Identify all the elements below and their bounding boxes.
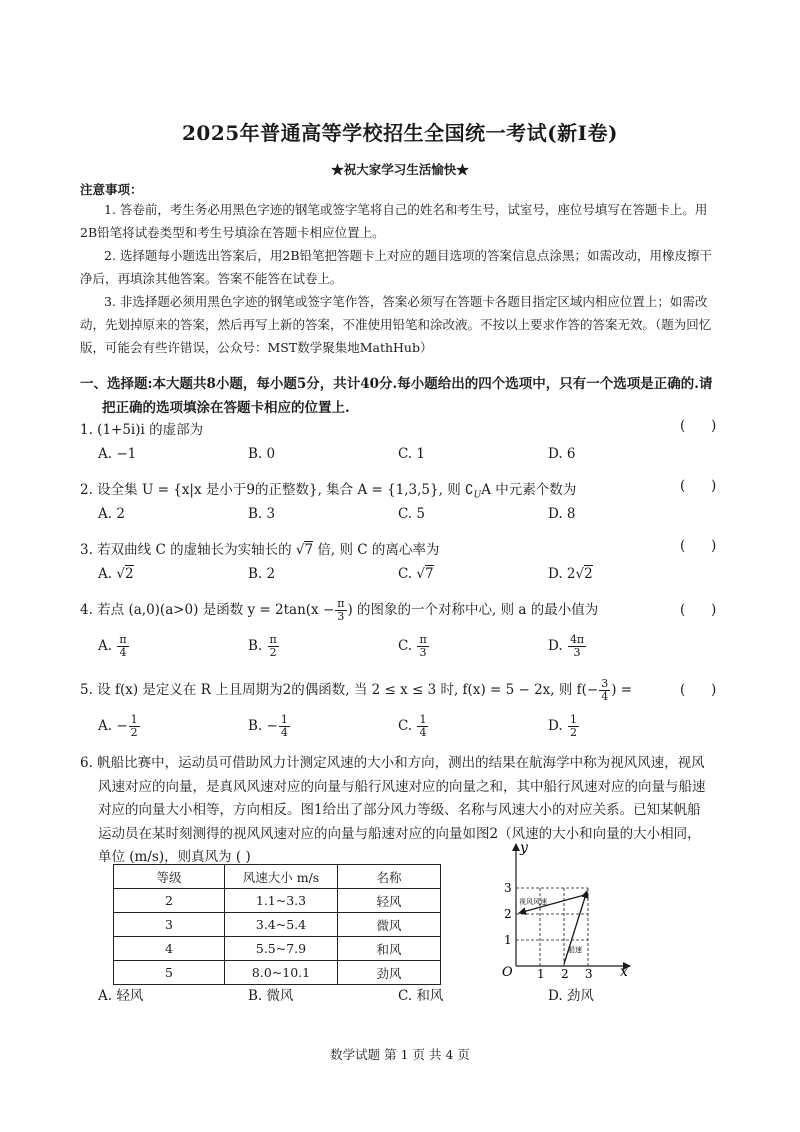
x-tick-label: 3 (585, 967, 593, 980)
question-2-stem-text: 2. 设全集 U = {x|x 是小于9的正整数}, 集合 A = {1,3,5}, 则 (80, 482, 465, 498)
question-4-stem-tail: ) 的图象的一个对称中心, 则 a 的最小值为 (347, 602, 599, 618)
fraction-numerator: π (119, 633, 127, 646)
option-fraction (417, 714, 428, 739)
question-1-option-b: B. 0 (248, 446, 276, 462)
question-4-stem-text: 4. 若点 (a,0)(a>0) 是函数 y = 2tan(x − (80, 602, 335, 618)
option-fraction (568, 714, 579, 739)
table-cell: 3.4~5.4 (225, 913, 338, 937)
question-5-option-d (548, 714, 580, 739)
question-6-option-c: C. 和风 (398, 988, 444, 1004)
fraction-denominator: 2 (269, 646, 277, 659)
complement-symbol: ∁ (465, 482, 474, 498)
notice-item-1: 1. 答卷前，考生务必用黑色字迹的钢笔或签字笔将自己的姓名和考生号，试室号，座位号填写在答题卡上。用2B铅笔将试卷类型和考生号填涂在答题卡相应位置上。 (80, 202, 708, 240)
table-cell: 5 (114, 961, 225, 985)
table-cell: 2 (114, 889, 225, 913)
question-6-line-4: 运动员在某时刻测得的视风风速对应的向量与船速对应的向量如图2（风速的大小和向量的大小相同， (98, 825, 701, 842)
fraction-denominator: 2 (130, 726, 138, 739)
notice-item-2: 2. 选择题每小题选出答案后，用2B铅笔把答题卡上对应的题目选项的答案信息点涂黑；如需改动，用橡皮擦干净后，再填涂其他答案。答案不能答在试卷上。 (80, 248, 713, 286)
option-fraction (279, 714, 290, 739)
fraction-denominator: 4 (419, 726, 427, 739)
option-prefix: B. 2 (248, 566, 276, 582)
fraction-denominator: 3 (337, 610, 345, 623)
option-prefix: A. √ (98, 566, 125, 582)
answer-bracket: ( ) (680, 538, 717, 554)
fraction-numerator: π (337, 597, 345, 610)
question-4-option-a (98, 634, 130, 659)
page-footer: 数学试题 第 1 页 共 4 页 (330, 1047, 470, 1062)
question-4-stem (80, 598, 598, 623)
table-row (114, 889, 441, 913)
option-prefix: B. (248, 638, 263, 654)
table-cell: 8.0~10.1 (225, 961, 338, 985)
fraction-numerator: 1 (130, 713, 138, 726)
question-6-line-2: 风速对应的向量，是真风风速对应的向量与船行风速对应的向量之和，其中船行风速对应的向量与船速 (98, 778, 706, 795)
x-tick-label: 1 (537, 967, 545, 980)
fraction-denominator: 3 (573, 646, 581, 659)
table-row (114, 961, 441, 985)
fraction-denominator: 4 (119, 646, 127, 659)
question-2-option-a: A. 2 (98, 506, 125, 522)
question-4-option-c (398, 634, 430, 659)
question-2-stem-tail: A 中元素个数为 (481, 482, 577, 498)
origin-label: O (502, 965, 513, 980)
question-1-option-d: D. 6 (548, 446, 576, 462)
question-3-option-d (548, 566, 593, 582)
section-heading-line1: 一、选择题:本大题共8小题，每小题5分，共计40分.每小题给出的四个选项中，只有一个选项是正确的.请 (80, 376, 713, 392)
option-radicand: 2 (124, 566, 134, 582)
x-axis-label: x (620, 964, 628, 980)
table-row (114, 913, 441, 937)
fraction-numerator: π (269, 633, 277, 646)
wind-scale-table (113, 864, 441, 985)
option-fraction (129, 714, 140, 739)
table-row (114, 937, 441, 961)
question-6-line-1: 6. 帆船比赛中，运动员可借助风力计测定风速的大小和方向，测出的结果在航海学中称为视风风速，视风 (80, 755, 705, 771)
table-header-cell: 名称 (338, 865, 441, 889)
question-1-stem: 1. (1+5i)i 的虚部为 (80, 422, 204, 438)
option-prefix: A. (98, 638, 113, 654)
question-5-stem-tail: ) = (611, 682, 633, 698)
option-prefix: D. (548, 718, 563, 734)
fraction-denominator: 4 (601, 690, 609, 703)
x-tick-label: 2 (561, 967, 569, 980)
table-cell: 劲风 (338, 961, 441, 985)
option-prefix: A. − (98, 718, 128, 734)
option-fraction (268, 634, 279, 659)
question-5-option-c (398, 714, 429, 739)
question-3-radicand: 7 (304, 542, 314, 558)
answer-bracket: ( ) (680, 418, 717, 434)
fraction-numerator: 1 (280, 713, 288, 726)
option-prefix: C. (398, 638, 413, 654)
table-cell: 微风 (338, 913, 441, 937)
question-2-stem (80, 478, 576, 501)
fraction-denominator: 2 (569, 726, 577, 739)
fraction-denominator: 4 (280, 726, 288, 739)
question-6-option-d: D. 劲风 (548, 988, 594, 1004)
option-fraction (417, 634, 428, 659)
option-prefix: D. (548, 638, 563, 654)
section-heading (80, 372, 725, 420)
answer-bracket: ( ) (680, 602, 717, 618)
option-prefix: D. 2√ (548, 566, 585, 582)
table-cell: 5.5~7.9 (225, 937, 338, 961)
exam-subtitle: ★祝大家学习生活愉快★ (331, 162, 469, 177)
complement-subscript: U (473, 490, 482, 501)
apparent-wind-label: 视风风速 (519, 898, 547, 906)
question-2-option-d: D. 8 (548, 506, 576, 522)
table-header-cell: 等级 (114, 865, 225, 889)
question-6-line-5: 单位 (m/s)，则真风为 ( ) (98, 849, 251, 865)
fraction-denominator: 3 (419, 646, 427, 659)
y-tick-label: 3 (504, 881, 512, 895)
table-cell: 4 (114, 937, 225, 961)
question-6-option-b: B. 微风 (248, 988, 294, 1004)
fraction-numerator: π (419, 633, 427, 646)
section-heading-line2: 把正确的选项填涂在答题卡相应的位置上. (102, 400, 350, 416)
option-radicand: 7 (425, 566, 434, 582)
question-5-stem (80, 678, 632, 703)
question-4-option-b (248, 634, 280, 659)
question-2-option-b: B. 3 (248, 506, 276, 522)
fraction-numerator: 1 (569, 713, 577, 726)
question-4-option-d (548, 634, 587, 659)
option-prefix: B. − (248, 718, 278, 734)
fraction-numerator: 1 (419, 713, 427, 726)
question-1-option-a: A. −1 (98, 446, 137, 462)
question-3-option-b (248, 566, 275, 582)
y-axis-label: y (520, 840, 528, 856)
table-header-row (114, 865, 441, 889)
question-5-stem-text: 5. 设 f(x) 是定义在 R 上且周期为2的偶函数, 当 2 ≤ x ≤ 3 时, f(x) = 5 − 2x, 则 f(− (80, 682, 599, 698)
y-tick-label: 2 (504, 907, 512, 921)
question-2-option-c: C. 5 (398, 506, 426, 522)
fraction-numerator: 3 (601, 677, 609, 690)
table-cell: 轻风 (338, 889, 441, 913)
question-3-stem-tail: 倍, 则 C 的离心率为 (313, 542, 440, 558)
table-header-cell: 风速大小 m/s (225, 865, 338, 889)
question-3-option-a (98, 566, 134, 582)
question-4-fraction (335, 598, 346, 623)
question-5-fraction (599, 678, 610, 703)
vector-figure (490, 838, 640, 980)
table-cell: 和风 (338, 937, 441, 961)
table-cell: 1.1~3.3 (225, 889, 338, 913)
option-radicand: 2 (584, 566, 593, 582)
question-1-option-c: C. 1 (398, 446, 426, 462)
answer-bracket: ( ) (680, 478, 717, 494)
boat-speed-label: 船速 (568, 946, 582, 954)
table-cell: 3 (114, 913, 225, 937)
question-3-stem (80, 538, 439, 558)
question-3-option-c (398, 566, 434, 582)
option-fraction (117, 634, 128, 659)
notice-heading: 注意事项： (80, 182, 143, 197)
exam-title: 2025年普通高等学校招生全国统一考试(新I卷) (182, 121, 618, 145)
answer-bracket: ( ) (680, 682, 717, 698)
question-6-option-a: A. 轻风 (98, 988, 144, 1004)
fraction-numerator: 4π (569, 633, 585, 646)
question-6-line-3: 对应的向量大小相等，方向相反。图1给出了部分风力等级、名称与风速大小的对应关系。已知某帆船 (98, 802, 701, 818)
question-5-option-b (248, 714, 291, 739)
notice-item-3: 3. 非选择题必须用黑色字迹的钢笔或签字笔作答，答案必须写在答题卡各题目指定区域内相应位置上；如需改动，先划掉原来的答案，然后再写上新的答案，不准使用铅笔和涂改液。不按以上要求作答的答案无效。（题为回忆版，可能会有些许错误，公众号：MST数学聚集地MathHub） (80, 294, 712, 355)
option-prefix: C. √ (398, 566, 426, 582)
option-prefix: C. (398, 718, 413, 734)
question-5-option-a (98, 714, 141, 739)
y-tick-label: 1 (504, 933, 512, 947)
option-fraction (568, 634, 586, 659)
question-3-stem-text: 3. 若双曲线 C 的虚轴长为实轴长的 √ (80, 542, 305, 558)
